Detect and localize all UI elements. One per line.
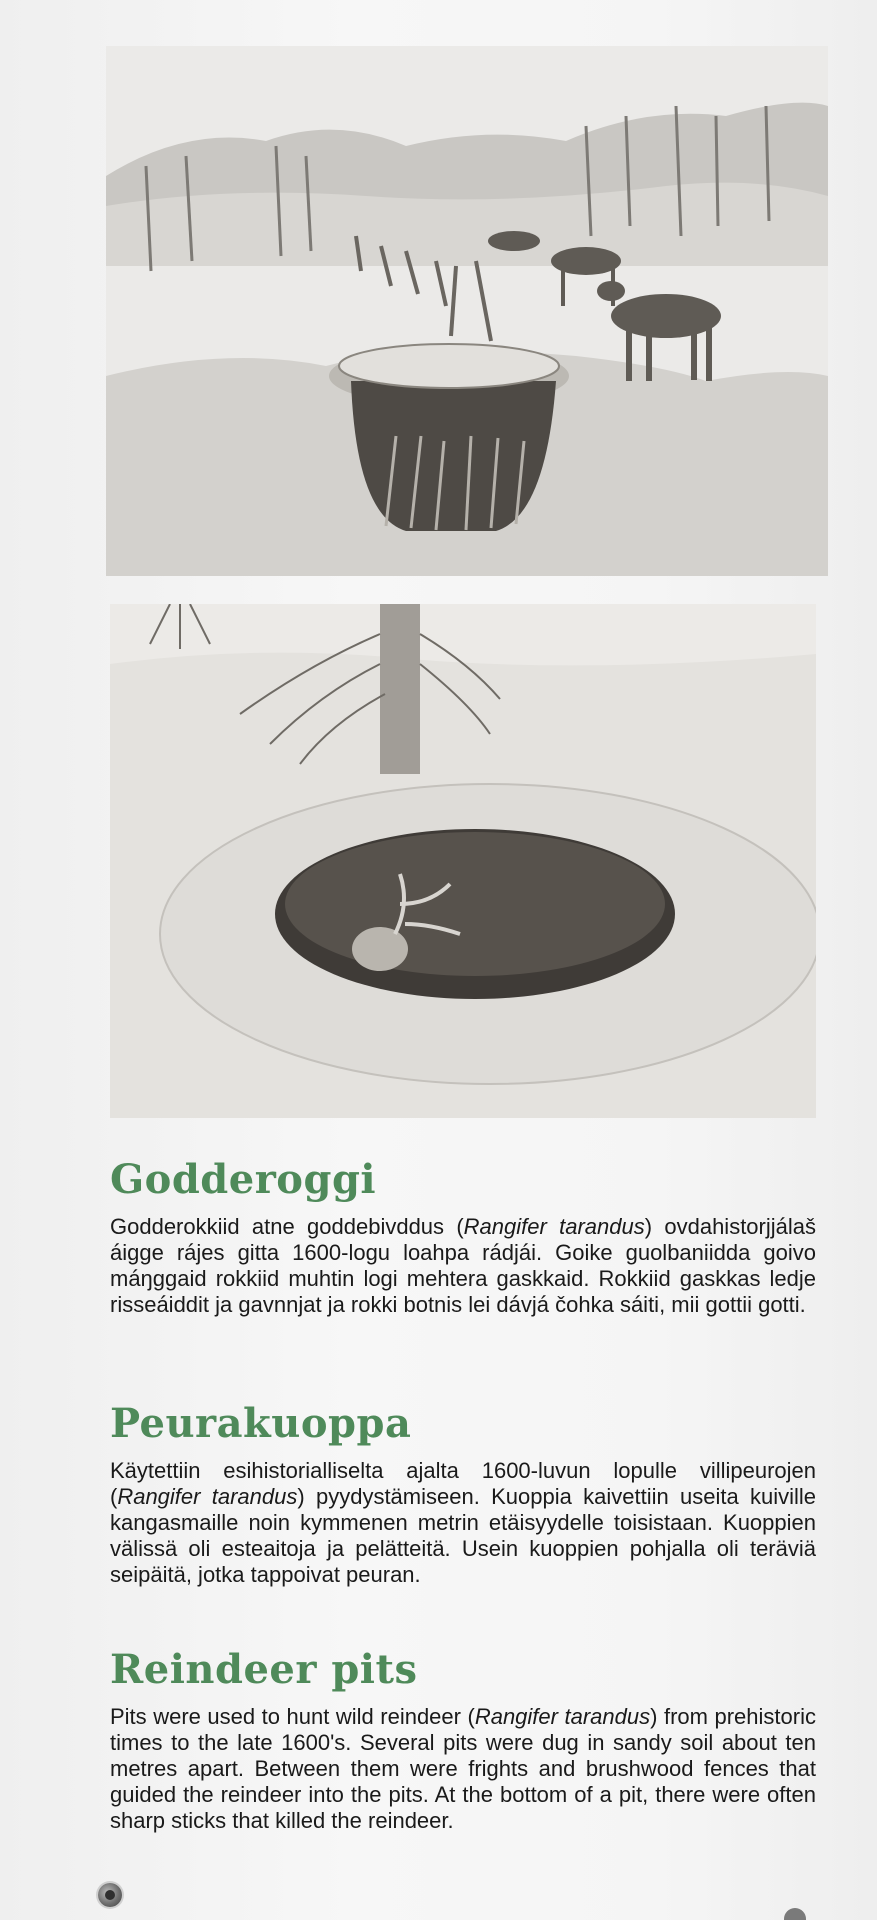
pit-with-stakes-illustration (106, 46, 828, 576)
finnish-body-post: ) pyydystämiseen. Kuoppia kaivettiin useita kuiville kangasmaille noin kymmenen metrin etäisyydelle toisistaan. Kuoppien välissä oli esteaitoja ja pelätteitä. Usein kuoppien pohjalla oli teräviä seipäitä, jotka tappoivat peuran. (110, 1484, 816, 1587)
sami-text-section (110, 1156, 816, 1318)
reindeer-in-pit-illustration (110, 604, 816, 1118)
english-body-post: ) from prehistoric times to the late 1600's. Several pits were dug in sandy soil about ten metres apart. Between them were frights and brushwood fences that guided the reindeer into the pits. At the bottom of a pit, there were often sharp sticks that killed the reindeer. (110, 1704, 816, 1833)
mounting-screw-icon (784, 1908, 806, 1920)
english-heading: Reindeer pits (110, 1646, 418, 1693)
finnish-heading: Peurakuoppa (110, 1400, 412, 1447)
english-text-section (110, 1646, 816, 1834)
sami-species-name: Rangifer tarandus (463, 1214, 645, 1239)
finnish-text-section (110, 1400, 816, 1588)
english-species-name: Rangifer tarandus (474, 1704, 651, 1729)
sami-body-post: ) ovdahistorjjálaš áigge rájes gitta 1600-logu loahpa rádjái. Goike guolbaniidda goivo máŋggaid rokkiid muhtin logi mehtera gaskkaid. Rokkiid gaskkas ledje risseáiddit ja gavnnjat ja rokki botnis lei dávjá čohka sáiti, mii gottii gotti. (110, 1214, 817, 1317)
sami-body (110, 1214, 816, 1318)
english-body (110, 1704, 816, 1834)
finnish-body-pre: Käytettiin esihistorialliselta ajalta 1600-luvun lopulle villipeurojen ( (110, 1458, 816, 1509)
english-body-pre: Pits were used to hunt wild reindeer ( (110, 1704, 475, 1729)
finnish-body (110, 1458, 816, 1588)
sami-heading: Godderoggi (110, 1156, 377, 1203)
sami-body-pre: Godderokkiid atne goddebivddus ( (110, 1214, 464, 1239)
finnish-species-name: Rangifer tarandus (117, 1484, 298, 1509)
mounting-screw-icon (98, 1883, 122, 1907)
